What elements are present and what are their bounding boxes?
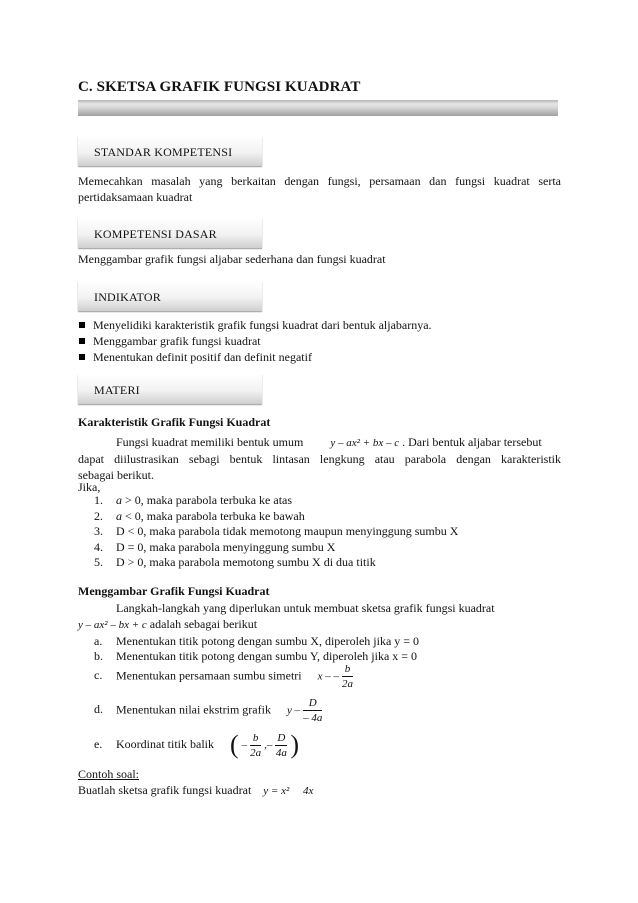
contoh-text: Buatlah sketsa grafik fungsi kuadrat y = x² 4x [78,783,314,797]
step-item: e. Koordinat titik balik ( – $\frac{b}{2a}$ ,– $\frac{D}{4a}$ ) [94,730,300,759]
symmetry-formula: x – – [317,670,340,683]
left-paren-icon: ( [230,730,239,759]
section-label-indikator [78,281,262,311]
square-bullet-icon [79,322,85,328]
karakteristik-line1: Fungsi kuadrat memiliki bentuk umum y – ax² + bx – c . Dari bentuk aljabar tersebut [116,435,542,449]
function-formula: y – ax² – bx + c [78,619,147,631]
list-item: 2. a < 0, maka parabola terbuka ke bawah [94,508,305,523]
step-item: b. Menentukan titik potong dengan sumbu Y, diperoleh jika x = 0 [94,649,418,663]
square-bullet-icon [79,354,85,360]
karakteristik-heading: Karakteristik Grafik Fungsi Kuadrat [78,415,271,429]
list-item: Menentukan definit positif dan definit negatif [78,349,432,365]
title-underline-bar [78,100,558,116]
step-item: a. Menentukan titik potong dengan sumbu X, diperoleh jika y = 0 [94,634,420,648]
general-form-formula: y – ax² + bx – c [330,437,400,449]
list-item: 4. D = 0, maka parabola menyinggung sumbu X [94,539,336,554]
list-item: 1. a > 0, maka parabola terbuka ke atas [94,493,293,507]
section-label-standar [78,136,262,166]
kompetensi-text: Menggambar grafik fungsi aljabar sederhana dan fungsi kuadrat [78,252,386,266]
karakteristik-line3: sebagai berikut. [78,468,154,482]
karakteristik-list [94,493,458,571]
standar-text-line: Memecahkan masalah yang berkaitan dengan fungsi, persamaan dan fungsi kuadrat serta [78,174,561,188]
menggambar-line2: y – ax² – bx + c adalah sebagai berikut [78,617,258,631]
indikator-list [78,317,432,365]
chapter-title: C. SKETSA GRAFIK FUNGSI KUADRAT [78,79,361,95]
list-item: 3. D < 0, maka parabola tidak memotong maupun menyinggung sumbu X [94,524,459,538]
fraction: $\frac{D}{4a}$ [275,731,287,759]
list-item: 5. D > 0, maka parabola memotong sumbu X di dua titik [94,555,376,569]
standar-text [78,173,561,205]
section-label-text: STANDAR KOMPETENSI [94,145,233,159]
step-item: d. Menentukan nilai ekstrim grafik y – $\frac{D}{- 4a}$ [94,697,323,724]
right-paren-icon: ) [290,730,300,759]
section-label-kompetensi [78,218,262,248]
jika-label: Jika, [78,480,101,494]
karakteristik-line2: dapat diilustrasikan sebagi bentuk lintasan lengkung atau parabola dengan karakteristik [78,452,561,466]
menggambar-line1: Langkah-langkah yang diperlukan untuk membuat sketsa grafik fungsi kuadrat [116,601,495,615]
standar-text-line: pertidaksamaan kuadrat [78,190,193,204]
fraction: $\frac{b}{2a}$ [342,663,354,690]
section-label-materi [78,374,262,404]
menggambar-heading: Menggambar Grafik Fungsi Kuadrat [78,584,270,598]
extremum-formula: y – [286,704,301,717]
contoh-heading: Contoh soal: [78,767,140,781]
list-item: Menggambar grafik fungsi kuadrat [78,333,432,349]
section-label-text: INDIKATOR [94,290,161,304]
fraction: $\frac{D}{- 4a}$ [303,697,323,724]
square-bullet-icon [79,338,85,344]
section-label-text: MATERI [94,383,140,397]
fraction: $\frac{b}{2a}$ [250,731,262,759]
section-label-text: KOMPETENSI DASAR [94,227,217,241]
list-item: Menyelidiki karakteristik grafik fungsi kuadrat dari bentuk aljabarnya. [78,317,432,333]
step-item: c. Menentukan persamaan sumbu simetri x – – $\frac{b}{2a}$ [94,663,354,690]
example-formula: y = x² 4x [263,785,314,797]
